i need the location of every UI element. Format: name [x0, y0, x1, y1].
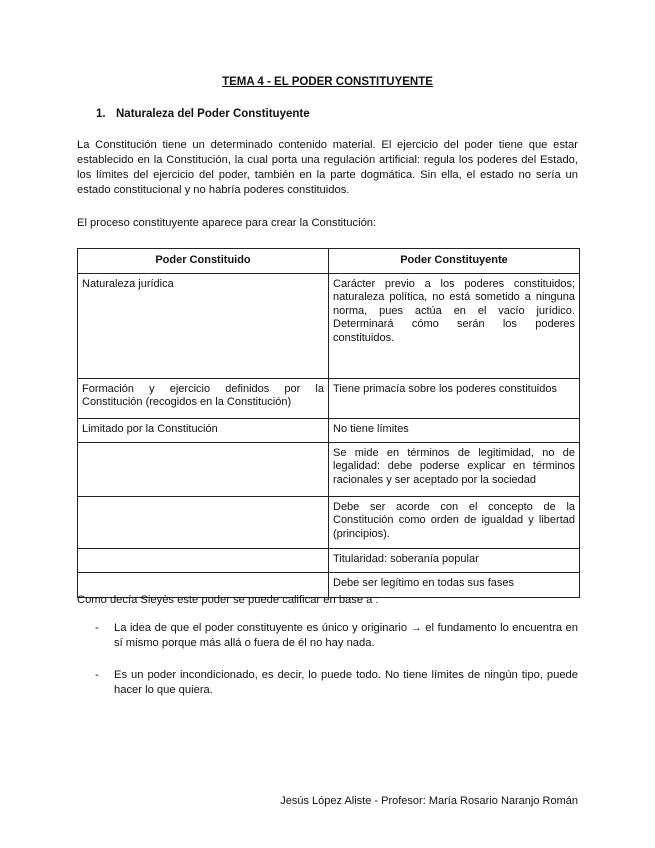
sieyes-paragraph: Como decía Sieyès este poder se puede calificar en base a :	[77, 594, 379, 606]
process-paragraph: El proceso constituyente aparece para crear la Constitución:	[77, 217, 377, 229]
table-cell: Formación y ejercicio definidos por la Constitución (recogidos en la Constitución)	[78, 378, 329, 418]
table-cell: Se mide en términos de legitimidad, no de legalidad: debe poderse explicar en términos racionales y ser aceptado por la sociedad	[329, 442, 580, 496]
table-row	[78, 548, 580, 572]
table-row	[78, 442, 580, 496]
table-cell: Limitado por la Constitución	[78, 418, 329, 442]
header-poder-constituido: Poder Constituido	[78, 249, 329, 274]
section-heading-text: Naturaleza del Poder Constituyente	[116, 108, 310, 120]
bullet-marker: -	[95, 622, 99, 634]
table-cell: Tiene primacía sobre los poderes constituidos	[329, 378, 580, 418]
bullet-marker: -	[95, 669, 99, 681]
document-title: TEMA 4 - EL PODER CONSTITUYENTE	[222, 76, 433, 88]
section-heading	[96, 107, 310, 122]
table-cell: Debe ser acorde con el concepto de la Constitución como orden de igualdad y libertad (principios).	[329, 496, 580, 548]
table-cell: Titularidad: soberanía popular	[329, 548, 580, 572]
table-cell: Carácter previo a los poderes constituidos; naturaleza política, no está sometido a ninguna norma, pues actúa en el vacío jurídico. Determinará cómo serán los poderes constituidos.	[329, 273, 580, 378]
section-number: 1.	[96, 108, 106, 120]
table-cell: Debe ser legítimo en todas sus fases	[329, 572, 580, 597]
page-footer: Jesús López Aliste - Profesor: María Rosario Naranjo Román	[280, 795, 578, 807]
table-row	[78, 496, 580, 548]
comparison-table	[77, 248, 580, 598]
header-poder-constituyente: Poder Constituyente	[329, 249, 580, 274]
bullet-text: La idea de que el poder constituyente es único y originario → el fundamento lo encuentra en sí mismo porque más allá o fuera de él no hay nada.	[114, 622, 578, 649]
bullet-text: Es un poder incondicionado, es decir, lo puede todo. No tiene límites de ningún tipo, puede hacer lo que quiera.	[114, 669, 578, 696]
table-cell: No tiene límites	[329, 418, 580, 442]
table-row	[78, 418, 580, 442]
table-cell	[78, 442, 329, 496]
bullet-list	[77, 621, 578, 715]
intro-paragraph: La Constitución tiene un determinado contenido material. El ejercicio del poder tiene que estar establecido en la Constitución, la cual porta una regulación artificial: regula los poderes del Estado, los límites del ejercicio del poder, también en la parte dogmática. Sin ella, el estado no sería un estado constitucional y no habría poderes constituidos.	[77, 139, 578, 196]
table-header-row	[78, 249, 580, 274]
table-cell: Naturaleza jurídica	[78, 273, 329, 378]
table-row	[78, 273, 580, 378]
table-cell	[78, 548, 329, 572]
list-item	[77, 668, 578, 698]
table-cell	[78, 496, 329, 548]
list-item	[77, 621, 578, 651]
table-row	[78, 378, 580, 418]
